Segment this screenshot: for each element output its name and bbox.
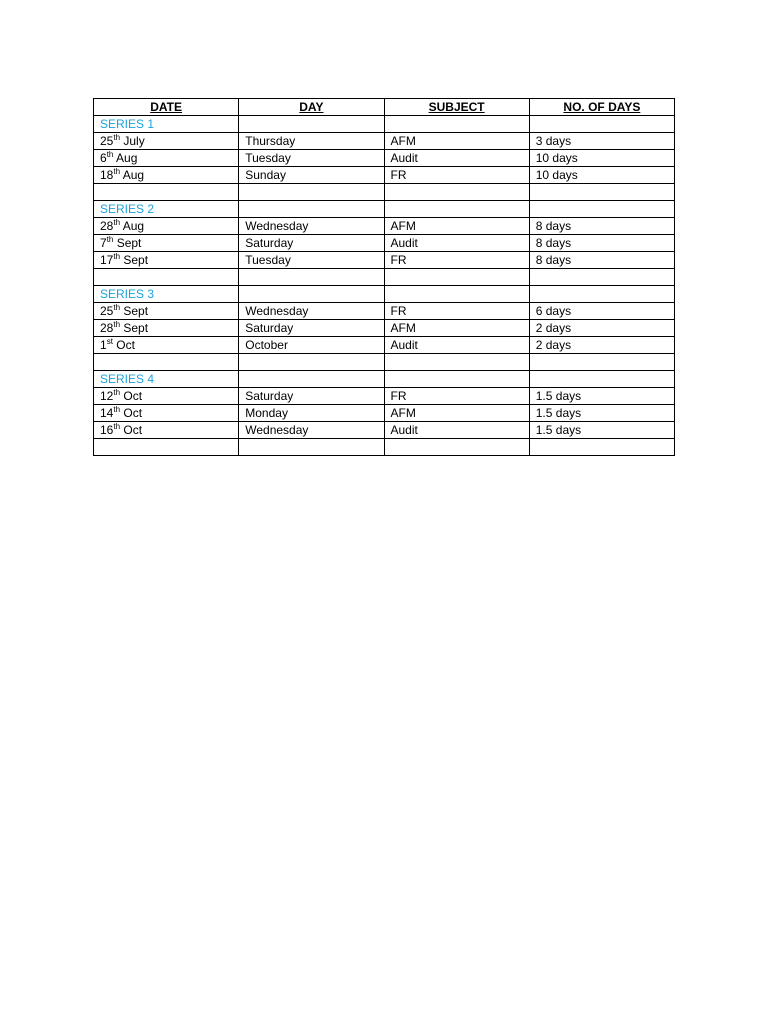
- series-label-row: [94, 116, 675, 133]
- date-day: 28: [100, 321, 114, 335]
- series-label: SERIES 1: [94, 116, 239, 133]
- date-cell: [94, 405, 239, 422]
- date-cell: [94, 133, 239, 150]
- empty-cell: [94, 439, 239, 456]
- empty-cell: [94, 269, 239, 286]
- subject-cell: Audit: [384, 235, 529, 252]
- empty-cell: [239, 269, 384, 286]
- date-day: 28: [100, 219, 114, 233]
- empty-cell: [384, 116, 529, 133]
- empty-cell: [239, 286, 384, 303]
- table-row: [94, 303, 675, 320]
- date-month: Sept: [113, 236, 142, 250]
- date-month: Aug: [120, 219, 145, 233]
- date-day: 14: [100, 406, 114, 420]
- day-cell: Wednesday: [239, 218, 384, 235]
- days-cell: 2 days: [529, 337, 674, 354]
- empty-cell: [529, 116, 674, 133]
- date-suffix: th: [106, 235, 114, 244]
- empty-cell: [239, 439, 384, 456]
- schedule-body: [94, 116, 675, 456]
- day-cell: Wednesday: [239, 422, 384, 439]
- date-month: Aug: [120, 168, 145, 182]
- date-cell: [94, 167, 239, 184]
- series-label-row: [94, 371, 675, 388]
- date-day: 25: [100, 134, 114, 148]
- empty-cell: [384, 269, 529, 286]
- table-row: [94, 133, 675, 150]
- date-suffix: th: [113, 167, 121, 176]
- empty-cell: [239, 201, 384, 218]
- series-label: SERIES 2: [94, 201, 239, 218]
- date-month: Oct: [120, 389, 143, 403]
- table-row: [94, 320, 675, 337]
- day-cell: October: [239, 337, 384, 354]
- table-row: [94, 337, 675, 354]
- empty-cell: [239, 184, 384, 201]
- date-month: Oct: [120, 423, 143, 437]
- days-cell: 3 days: [529, 133, 674, 150]
- days-cell: 2 days: [529, 320, 674, 337]
- day-cell: Saturday: [239, 235, 384, 252]
- empty-cell: [529, 269, 674, 286]
- date-day: 16: [100, 423, 114, 437]
- column-header-day: DAY: [239, 99, 384, 116]
- date-day: 18: [100, 168, 114, 182]
- days-cell: 10 days: [529, 167, 674, 184]
- empty-cell: [529, 201, 674, 218]
- days-cell: 6 days: [529, 303, 674, 320]
- date-cell: [94, 252, 239, 269]
- empty-cell: [239, 371, 384, 388]
- blank-row: [94, 269, 675, 286]
- date-month: Sept: [120, 304, 149, 318]
- table-row: [94, 252, 675, 269]
- empty-cell: [529, 286, 674, 303]
- date-cell: [94, 235, 239, 252]
- table-row: [94, 218, 675, 235]
- subject-cell: FR: [384, 303, 529, 320]
- subject-cell: Audit: [384, 150, 529, 167]
- date-month: Oct: [120, 406, 143, 420]
- date-month: Sept: [120, 321, 149, 335]
- day-cell: Thursday: [239, 133, 384, 150]
- days-cell: 8 days: [529, 218, 674, 235]
- day-cell: Sunday: [239, 167, 384, 184]
- date-suffix: th: [113, 422, 121, 431]
- date-suffix: th: [113, 303, 121, 312]
- schedule-table: [93, 98, 675, 456]
- date-suffix: th: [106, 150, 114, 159]
- date-suffix: th: [113, 252, 121, 261]
- date-suffix: th: [113, 405, 121, 414]
- date-cell: [94, 320, 239, 337]
- date-suffix: th: [113, 218, 121, 227]
- empty-cell: [529, 184, 674, 201]
- empty-cell: [529, 439, 674, 456]
- day-cell: Tuesday: [239, 150, 384, 167]
- table-row: [94, 235, 675, 252]
- column-header-subject: SUBJECT: [384, 99, 529, 116]
- table-row: [94, 422, 675, 439]
- schedule-sheet: [93, 98, 675, 456]
- subject-cell: AFM: [384, 133, 529, 150]
- column-header-days: NO. OF DAYS: [529, 99, 674, 116]
- date-month: Oct: [112, 338, 135, 352]
- days-cell: 8 days: [529, 235, 674, 252]
- days-cell: 1.5 days: [529, 422, 674, 439]
- empty-cell: [529, 354, 674, 371]
- date-day: 17: [100, 253, 114, 267]
- column-header-date: DATE: [94, 99, 239, 116]
- subject-cell: FR: [384, 252, 529, 269]
- empty-cell: [94, 354, 239, 371]
- table-row: [94, 167, 675, 184]
- empty-cell: [239, 116, 384, 133]
- days-cell: 1.5 days: [529, 405, 674, 422]
- table-row: [94, 405, 675, 422]
- day-cell: Saturday: [239, 320, 384, 337]
- date-suffix: th: [113, 320, 121, 329]
- days-cell: 8 days: [529, 252, 674, 269]
- date-day: 25: [100, 304, 114, 318]
- series-label: SERIES 3: [94, 286, 239, 303]
- days-cell: 1.5 days: [529, 388, 674, 405]
- day-cell: Tuesday: [239, 252, 384, 269]
- subject-cell: AFM: [384, 405, 529, 422]
- subject-cell: Audit: [384, 337, 529, 354]
- days-cell: 10 days: [529, 150, 674, 167]
- table-row: [94, 150, 675, 167]
- subject-cell: Audit: [384, 422, 529, 439]
- series-label-row: [94, 201, 675, 218]
- date-cell: [94, 303, 239, 320]
- empty-cell: [384, 354, 529, 371]
- subject-cell: FR: [384, 167, 529, 184]
- header-row: [94, 99, 675, 116]
- empty-cell: [529, 371, 674, 388]
- series-label-row: [94, 286, 675, 303]
- subject-cell: AFM: [384, 218, 529, 235]
- empty-cell: [239, 354, 384, 371]
- table-row: [94, 388, 675, 405]
- date-day: 6: [100, 151, 107, 165]
- date-cell: [94, 150, 239, 167]
- date-cell: [94, 388, 239, 405]
- blank-row: [94, 439, 675, 456]
- date-month: Sept: [120, 253, 149, 267]
- series-label: SERIES 4: [94, 371, 239, 388]
- empty-cell: [384, 371, 529, 388]
- empty-cell: [384, 439, 529, 456]
- date-suffix: th: [113, 388, 121, 397]
- subject-cell: FR: [384, 388, 529, 405]
- subject-cell: AFM: [384, 320, 529, 337]
- date-cell: [94, 337, 239, 354]
- day-cell: Saturday: [239, 388, 384, 405]
- empty-cell: [384, 201, 529, 218]
- date-day: 12: [100, 389, 114, 403]
- date-suffix: th: [113, 133, 121, 142]
- empty-cell: [384, 184, 529, 201]
- date-suffix: st: [106, 337, 113, 346]
- day-cell: Wednesday: [239, 303, 384, 320]
- date-cell: [94, 218, 239, 235]
- blank-row: [94, 184, 675, 201]
- blank-row: [94, 354, 675, 371]
- date-month: July: [120, 134, 145, 148]
- empty-cell: [94, 184, 239, 201]
- date-day: 7: [100, 236, 107, 250]
- empty-cell: [384, 286, 529, 303]
- date-day: 1: [100, 338, 107, 352]
- day-cell: Monday: [239, 405, 384, 422]
- date-cell: [94, 422, 239, 439]
- date-month: Aug: [113, 151, 138, 165]
